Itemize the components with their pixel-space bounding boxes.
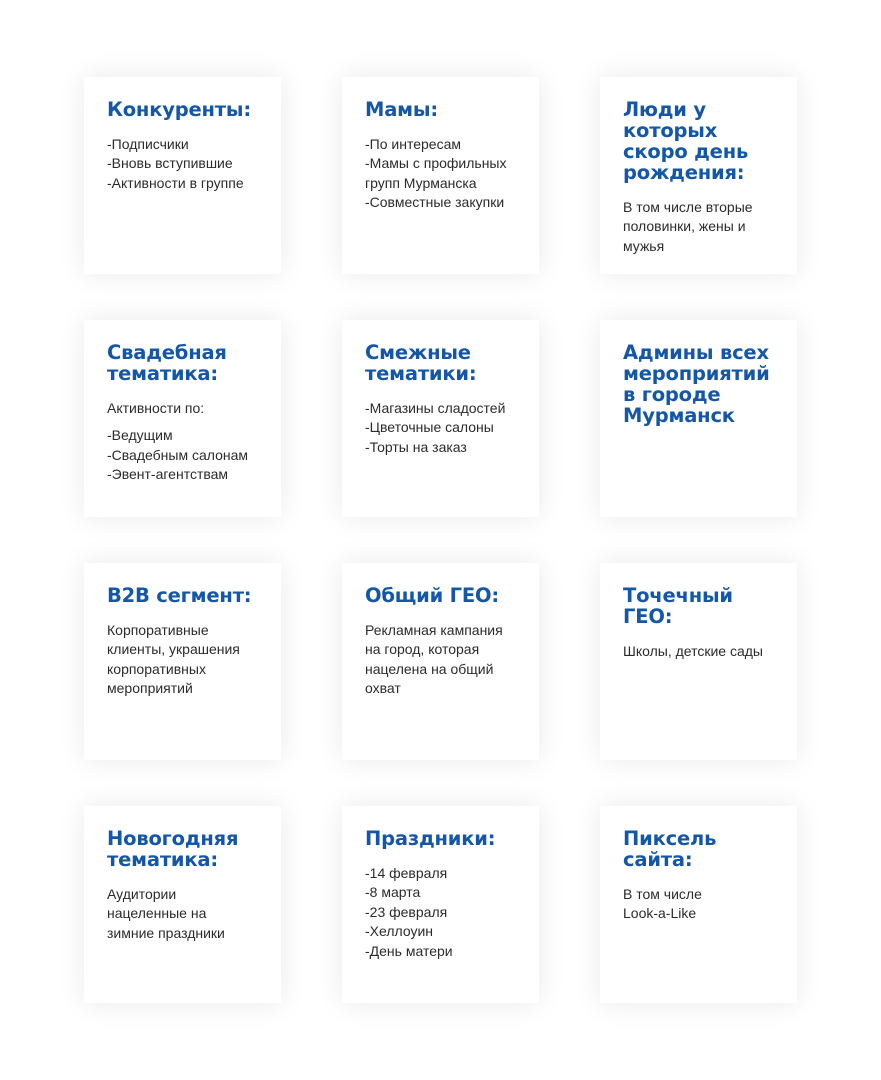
card-birthdays	[600, 77, 797, 274]
card-title: Смежные тематики:	[365, 341, 477, 385]
card-title: Конкуренты:	[107, 98, 251, 121]
list-item: -Торты на заказ	[365, 438, 467, 455]
body-line: охват	[365, 680, 401, 697]
list-item: -Вновь вступившие	[107, 155, 233, 172]
body-line: Активности по:	[107, 400, 205, 416]
body-line: половинки, жены и	[623, 218, 746, 235]
list-item: -Совместные закупки	[365, 194, 505, 211]
card-body	[365, 135, 529, 213]
card-wedding	[84, 320, 281, 517]
card-title: Пиксель сайта:	[623, 827, 717, 871]
body-line: Look-a-Like	[623, 905, 697, 922]
card-event-admins	[600, 320, 797, 517]
card-title: B2B сегмент:	[107, 584, 252, 607]
card-moms	[342, 77, 539, 274]
card-body	[365, 399, 529, 457]
list-item: -14 февраля	[365, 865, 448, 881]
list-item: -Мамы с профильных	[365, 155, 507, 172]
list-item: -Эвент-агентствам	[107, 466, 229, 483]
list-item: -8 марта	[365, 884, 421, 901]
card-title: Точечный ГЕО:	[623, 584, 733, 628]
card-title: Админы всех мероприятий в городе Мурманск	[623, 341, 770, 427]
card-new-year	[84, 806, 281, 1003]
card-body	[107, 621, 271, 699]
card-title: Люди у которых скоро день рождения:	[623, 98, 749, 184]
card-title: Общий ГЕО:	[365, 584, 499, 607]
card-body	[107, 885, 271, 943]
body-line: Корпоративные	[107, 622, 209, 638]
list-item: -День матери	[365, 942, 453, 959]
list-item: -По интересам	[365, 136, 461, 152]
body-line: В том числе	[623, 886, 702, 902]
list-item: -23 февраля	[365, 903, 448, 920]
card-body	[107, 399, 271, 485]
card-body	[623, 885, 787, 924]
card-title: Новогодняя тематика:	[107, 827, 239, 871]
body-line: мужья	[623, 237, 665, 254]
card-body	[623, 642, 787, 661]
body-line: зимние праздники	[107, 924, 225, 941]
card-title: Свадебная тематика:	[107, 341, 227, 385]
list-item: -Цветочные салоны	[365, 419, 494, 436]
card-competitors	[84, 77, 281, 274]
card-general-geo	[342, 563, 539, 760]
body-line: корпоративных	[107, 660, 206, 677]
list-item: -Ведущим	[107, 427, 173, 444]
card-point-geo	[600, 563, 797, 760]
card-title: Праздники:	[365, 827, 496, 850]
card-body	[365, 864, 529, 961]
list-item: групп Мурманска	[365, 174, 477, 191]
card-holidays	[342, 806, 539, 1003]
body-line: Аудитории	[107, 886, 177, 902]
list-item: -Хеллоуин	[365, 923, 433, 940]
body-line: клиенты, украшения	[107, 641, 240, 658]
body-line: мероприятий	[107, 680, 193, 697]
body-line: В том числе вторые	[623, 199, 753, 215]
list-item: -Магазины сладостей	[365, 400, 506, 416]
body-line: Школы, детские сады	[623, 643, 763, 659]
card-body	[623, 198, 787, 256]
list-item: -Свадебным салонам	[107, 446, 249, 463]
card-body	[107, 135, 271, 193]
card-b2b	[84, 563, 281, 760]
body-line: Рекламная кампания	[365, 622, 503, 638]
body-line: нацеленные на	[107, 905, 207, 922]
body-line: на город, которая	[365, 641, 480, 658]
card-site-pixel	[600, 806, 797, 1003]
card-title: Мамы:	[365, 98, 438, 121]
list-item: -Активности в группе	[107, 174, 244, 191]
card-related	[342, 320, 539, 517]
list-item: -Подписчики	[107, 136, 189, 152]
body-line: нацелена на общий	[365, 660, 494, 677]
card-body	[365, 621, 529, 699]
